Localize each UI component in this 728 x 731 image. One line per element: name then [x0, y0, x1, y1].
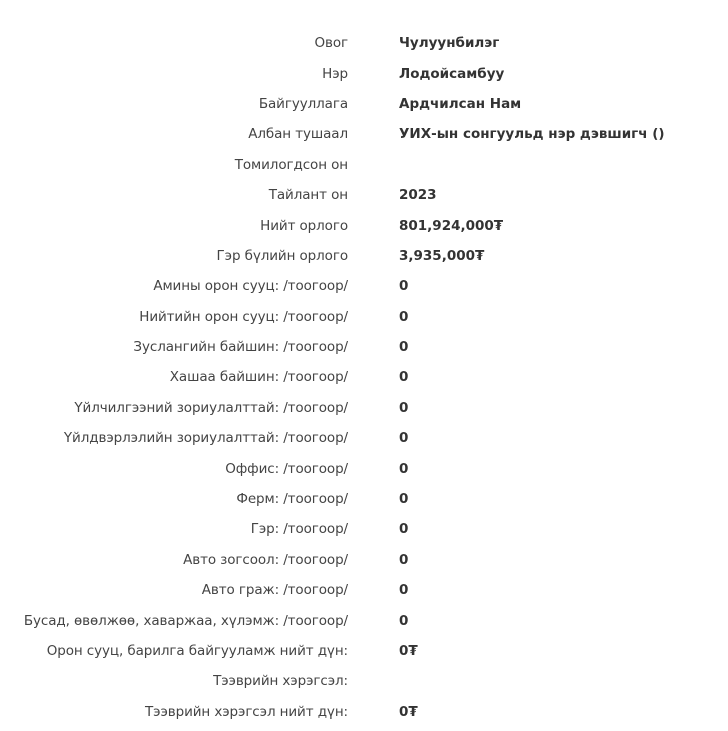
row-position: [0, 119, 728, 149]
row-report-year: [0, 180, 728, 210]
row-fenced-house: [0, 362, 728, 392]
field-value: 0: [399, 369, 409, 386]
field-value: 0: [399, 460, 409, 477]
row-ger: [0, 514, 728, 544]
field-label: Хашаа байшин: /тоогоор/: [169, 369, 348, 386]
row-industrial-building: [0, 423, 728, 453]
field-label: Гэр: /тоогоор/: [250, 521, 348, 538]
field-label: Орон сууц, барилга байгууламж нийт дүн:: [46, 643, 348, 659]
row-summer-house: [0, 332, 728, 362]
field-value: 2023: [399, 187, 437, 204]
field-label: Үйлдвэрлэлийн зориулалттай: /тоогоор/: [63, 430, 348, 447]
row-other-property: [0, 605, 728, 635]
field-value: 0: [399, 612, 409, 629]
field-label: Тайлант он: [268, 187, 348, 204]
field-label: Үйлчилгээний зориулалттай: /тоогоор/: [74, 399, 348, 416]
row-service-building: [0, 393, 728, 423]
row-private-house: [0, 271, 728, 301]
field-value: 0: [399, 521, 409, 538]
field-label: Ферм: /тоогоор/: [236, 491, 348, 508]
row-appointed-year: [0, 150, 728, 180]
field-label: Тээврийн хэрэгсэл:: [213, 673, 348, 690]
row-property-total: [0, 636, 728, 666]
row-surname: [0, 28, 728, 58]
field-label: Нийт орлого: [260, 217, 348, 234]
field-value: 0: [399, 278, 409, 295]
field-label: Тээврийн хэрэгсэл нийт дүн:: [144, 703, 348, 720]
row-vehicles: [0, 666, 728, 696]
field-label: Авто граж: /тоогоор/: [201, 582, 348, 599]
field-value: УИХ-ын сонгуульд нэр дэвшигч (): [399, 126, 665, 143]
field-label: Нэр: [322, 65, 348, 82]
field-value: Лодойсамбуу: [399, 65, 505, 82]
field-value: 801,924,000₮: [399, 217, 504, 234]
row-farm: [0, 484, 728, 514]
field-value: Ардчилсан Нам: [399, 95, 522, 112]
field-label: Байгууллага: [258, 95, 348, 112]
field-value: 0₮: [399, 703, 418, 720]
row-name: [0, 58, 728, 88]
field-label: Гэр бүлийн орлого: [216, 247, 348, 264]
field-label: Нийтийн орон сууц: /тоогоор/: [139, 308, 348, 325]
field-value: 0: [399, 399, 409, 416]
row-apartment: [0, 302, 728, 332]
field-label: Албан тушаал: [248, 126, 348, 143]
field-value: 0: [399, 491, 409, 508]
row-garage: [0, 575, 728, 605]
field-value: Чулуунбилэг: [399, 35, 500, 52]
field-value: 0: [399, 339, 409, 356]
field-value: 0: [399, 430, 409, 447]
field-label: Бусад, өвөлжөө, хаваржаа, хүлэмж: /тоогоор/: [23, 612, 348, 629]
field-label: Зуслангийн байшин: /тоогоор/: [133, 339, 348, 356]
row-parking: [0, 545, 728, 575]
row-total-income: [0, 210, 728, 240]
declaration-table: [0, 28, 728, 727]
row-office: [0, 453, 728, 483]
field-value: 3,935,000₮: [399, 247, 485, 264]
field-label: Оффис: /тоогоор/: [225, 460, 348, 477]
field-value: 0: [399, 551, 409, 568]
field-value: 0: [399, 308, 409, 325]
row-organization: [0, 89, 728, 119]
field-value: 0₮: [399, 643, 418, 659]
field-label: Овог: [314, 35, 348, 52]
row-family-income: [0, 241, 728, 271]
field-label: Авто зогсоол: /тоогоор/: [183, 551, 348, 568]
field-value: 0: [399, 582, 409, 599]
row-vehicles-total: [0, 697, 728, 727]
field-label: Томилогдсон он: [234, 156, 348, 173]
field-label: Амины орон сууц: /тоогоор/: [153, 278, 348, 295]
